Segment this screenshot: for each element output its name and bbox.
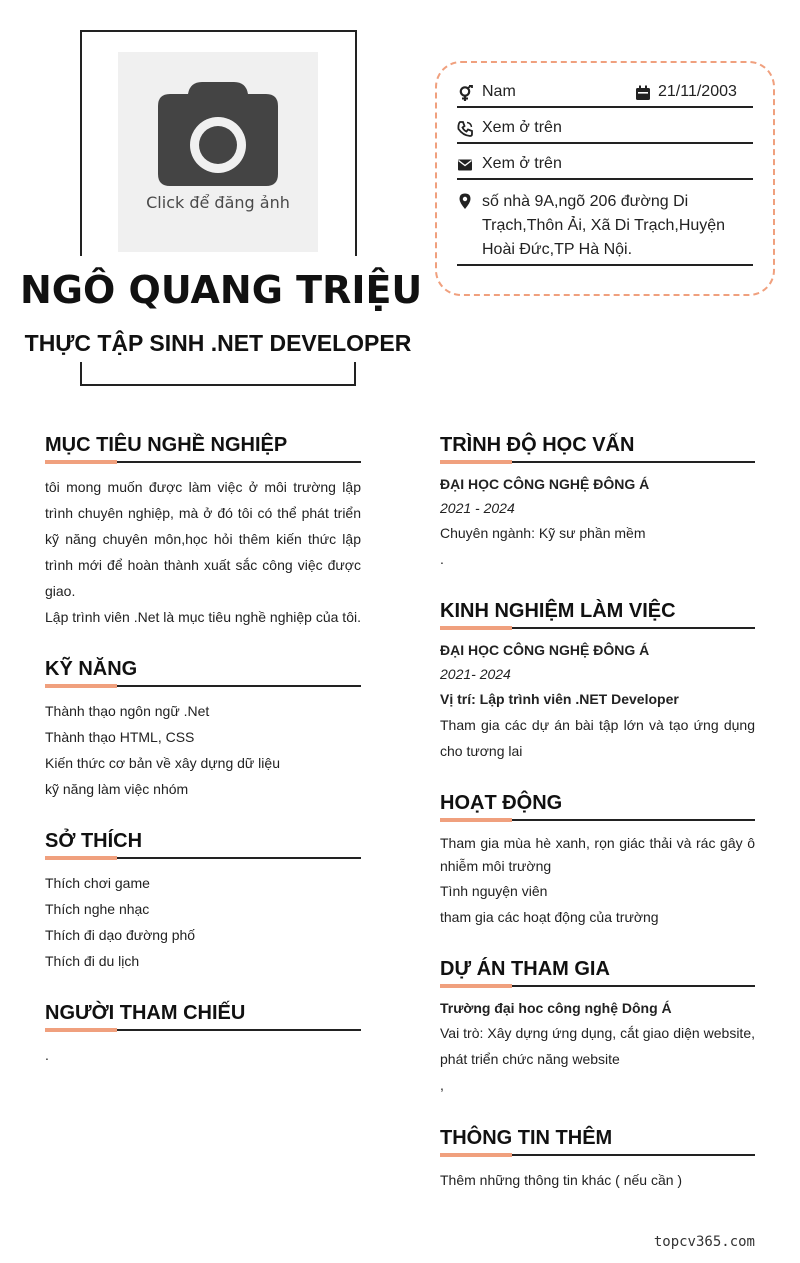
gender-value: Nam (482, 83, 516, 100)
list-item: Thích chơi game (45, 875, 150, 891)
section-title: SỞ THÍCH (45, 830, 143, 852)
calendar-icon (635, 85, 651, 101)
photo-upload[interactable] (118, 52, 318, 252)
list-item: Thành thạo ngôn ngữ .Net (45, 703, 210, 719)
section-skills (45, 656, 361, 802)
camera-icon (158, 82, 278, 186)
references-text: . (45, 1047, 49, 1063)
list-item: Tình nguyện viên (440, 883, 548, 899)
section-title: KỸ NĂNG (45, 658, 138, 680)
section-objective (45, 432, 361, 630)
section-divider (440, 818, 755, 822)
education-major: Chuyên ngành: Kỹ sư phần mềm (440, 525, 646, 541)
email-value: Xem ở trên (482, 155, 562, 172)
education-period: 2021 - 2024 (440, 500, 515, 516)
envelope-icon (457, 157, 473, 173)
section-divider (45, 460, 361, 464)
list-item: Thích đi du lịch (45, 953, 140, 969)
job-position: THỰC TẬP SINH .NET DEVELOPER (24, 330, 412, 356)
section-title: TRÌNH ĐỘ HỌC VẤN (440, 434, 635, 456)
education-extra: . (440, 551, 444, 567)
education-school: ĐẠI HỌC CÔNG NGHỆ ĐÔNG Á (440, 476, 650, 492)
section-title: KINH NGHIỆM LÀM VIỆC (440, 600, 676, 622)
project-role: Vai trò: Xây dựng ứng dụng, cắt giao diện website, phát triển chức năng website (440, 1025, 755, 1067)
list-item: tham gia các hoạt động của trường (440, 909, 659, 925)
section-divider (440, 460, 755, 464)
contact-row-gender-dob (457, 83, 753, 108)
contact-row-address (457, 191, 753, 266)
contact-row-phone (457, 119, 753, 144)
list-item: Tham gia mùa hè xanh, rọn giác thải và rác gây ô nhiễm môi trường (440, 835, 755, 874)
section-more-info (440, 1125, 755, 1193)
project-name: Trường đại hoc công nghệ Dông Á (440, 1000, 672, 1016)
section-references (45, 1000, 361, 1068)
section-hobbies (45, 828, 361, 974)
more-info-text: Thêm những thông tin khác ( nếu cần ) (440, 1172, 683, 1188)
full-name: NGÔ QUANG TRIỆU (20, 268, 423, 312)
experience-period: 2021- 2024 (440, 666, 511, 682)
address-value: số nhà 9A,ngõ 206 đường Di Trạch,Thôn Ải, Xã Di Trạch,Huyện Hoài Đức,TP Hà Nội. (482, 193, 726, 258)
section-activities (440, 790, 755, 930)
contact-box (435, 61, 775, 296)
experience-role: Vị trí: Lập trình viên .NET Developer (440, 691, 679, 707)
list-item: Kiến thức cơ bản về xây dựng dữ liệu (45, 755, 280, 771)
section-title: MỤC TIÊU NGHỀ NGHIỆP (45, 434, 288, 456)
list-item: Thích đi dạo đường phố (45, 927, 196, 943)
section-divider (440, 1153, 755, 1157)
list-item: kỹ năng làm việc nhóm (45, 781, 189, 797)
header-frame-bottom (80, 362, 356, 386)
list-item: Thích nghe nhạc (45, 901, 150, 917)
section-title: HOẠT ĐỘNG (440, 792, 563, 814)
footer-brand: topcv365.com (653, 1234, 755, 1250)
experience-description: Tham gia các dự án bài tập lớn và tạo ứng dụng cho tương lai (440, 717, 755, 759)
section-title: NGƯỜI THAM CHIẾU (45, 1002, 246, 1024)
section-education (440, 432, 755, 572)
experience-company: ĐẠI HỌC CÔNG NGHỆ ĐÔNG Á (440, 642, 650, 658)
phone-value: Xem ở trên (482, 119, 562, 136)
section-title: DỰ ÁN THAM GIA (440, 958, 610, 980)
section-divider (45, 684, 361, 688)
map-pin-icon (457, 193, 473, 209)
contact-row-email (457, 155, 753, 180)
list-item: Thành thạo HTML, CSS (45, 729, 195, 745)
section-projects (440, 956, 755, 1098)
section-title: THÔNG TIN THÊM (440, 1127, 613, 1149)
section-divider (440, 626, 755, 630)
gender-icon (457, 85, 473, 101)
photo-upload-label: Click để đăng ảnh (146, 193, 290, 212)
objective-paragraph: tôi mong muốn được làm việc ở môi trường lập trình chuyên nghiệp, mà ở đó tôi có thể phát triển kỹ năng chuyên môn,học hỏi thêm kiến thức lập trình mới để hoàn thành xuất sắc công việc được giao. (45, 479, 361, 599)
objective-paragraph: Lập trình viên .Net là mục tiêu nghề nghiệp của tôi. (45, 609, 361, 625)
section-divider (440, 984, 755, 988)
section-divider (45, 1028, 361, 1032)
project-extra: , (440, 1077, 444, 1093)
dob-value: 21/11/2003 (658, 83, 737, 100)
section-experience (440, 598, 755, 764)
phone-icon (457, 121, 473, 137)
section-divider (45, 856, 361, 860)
